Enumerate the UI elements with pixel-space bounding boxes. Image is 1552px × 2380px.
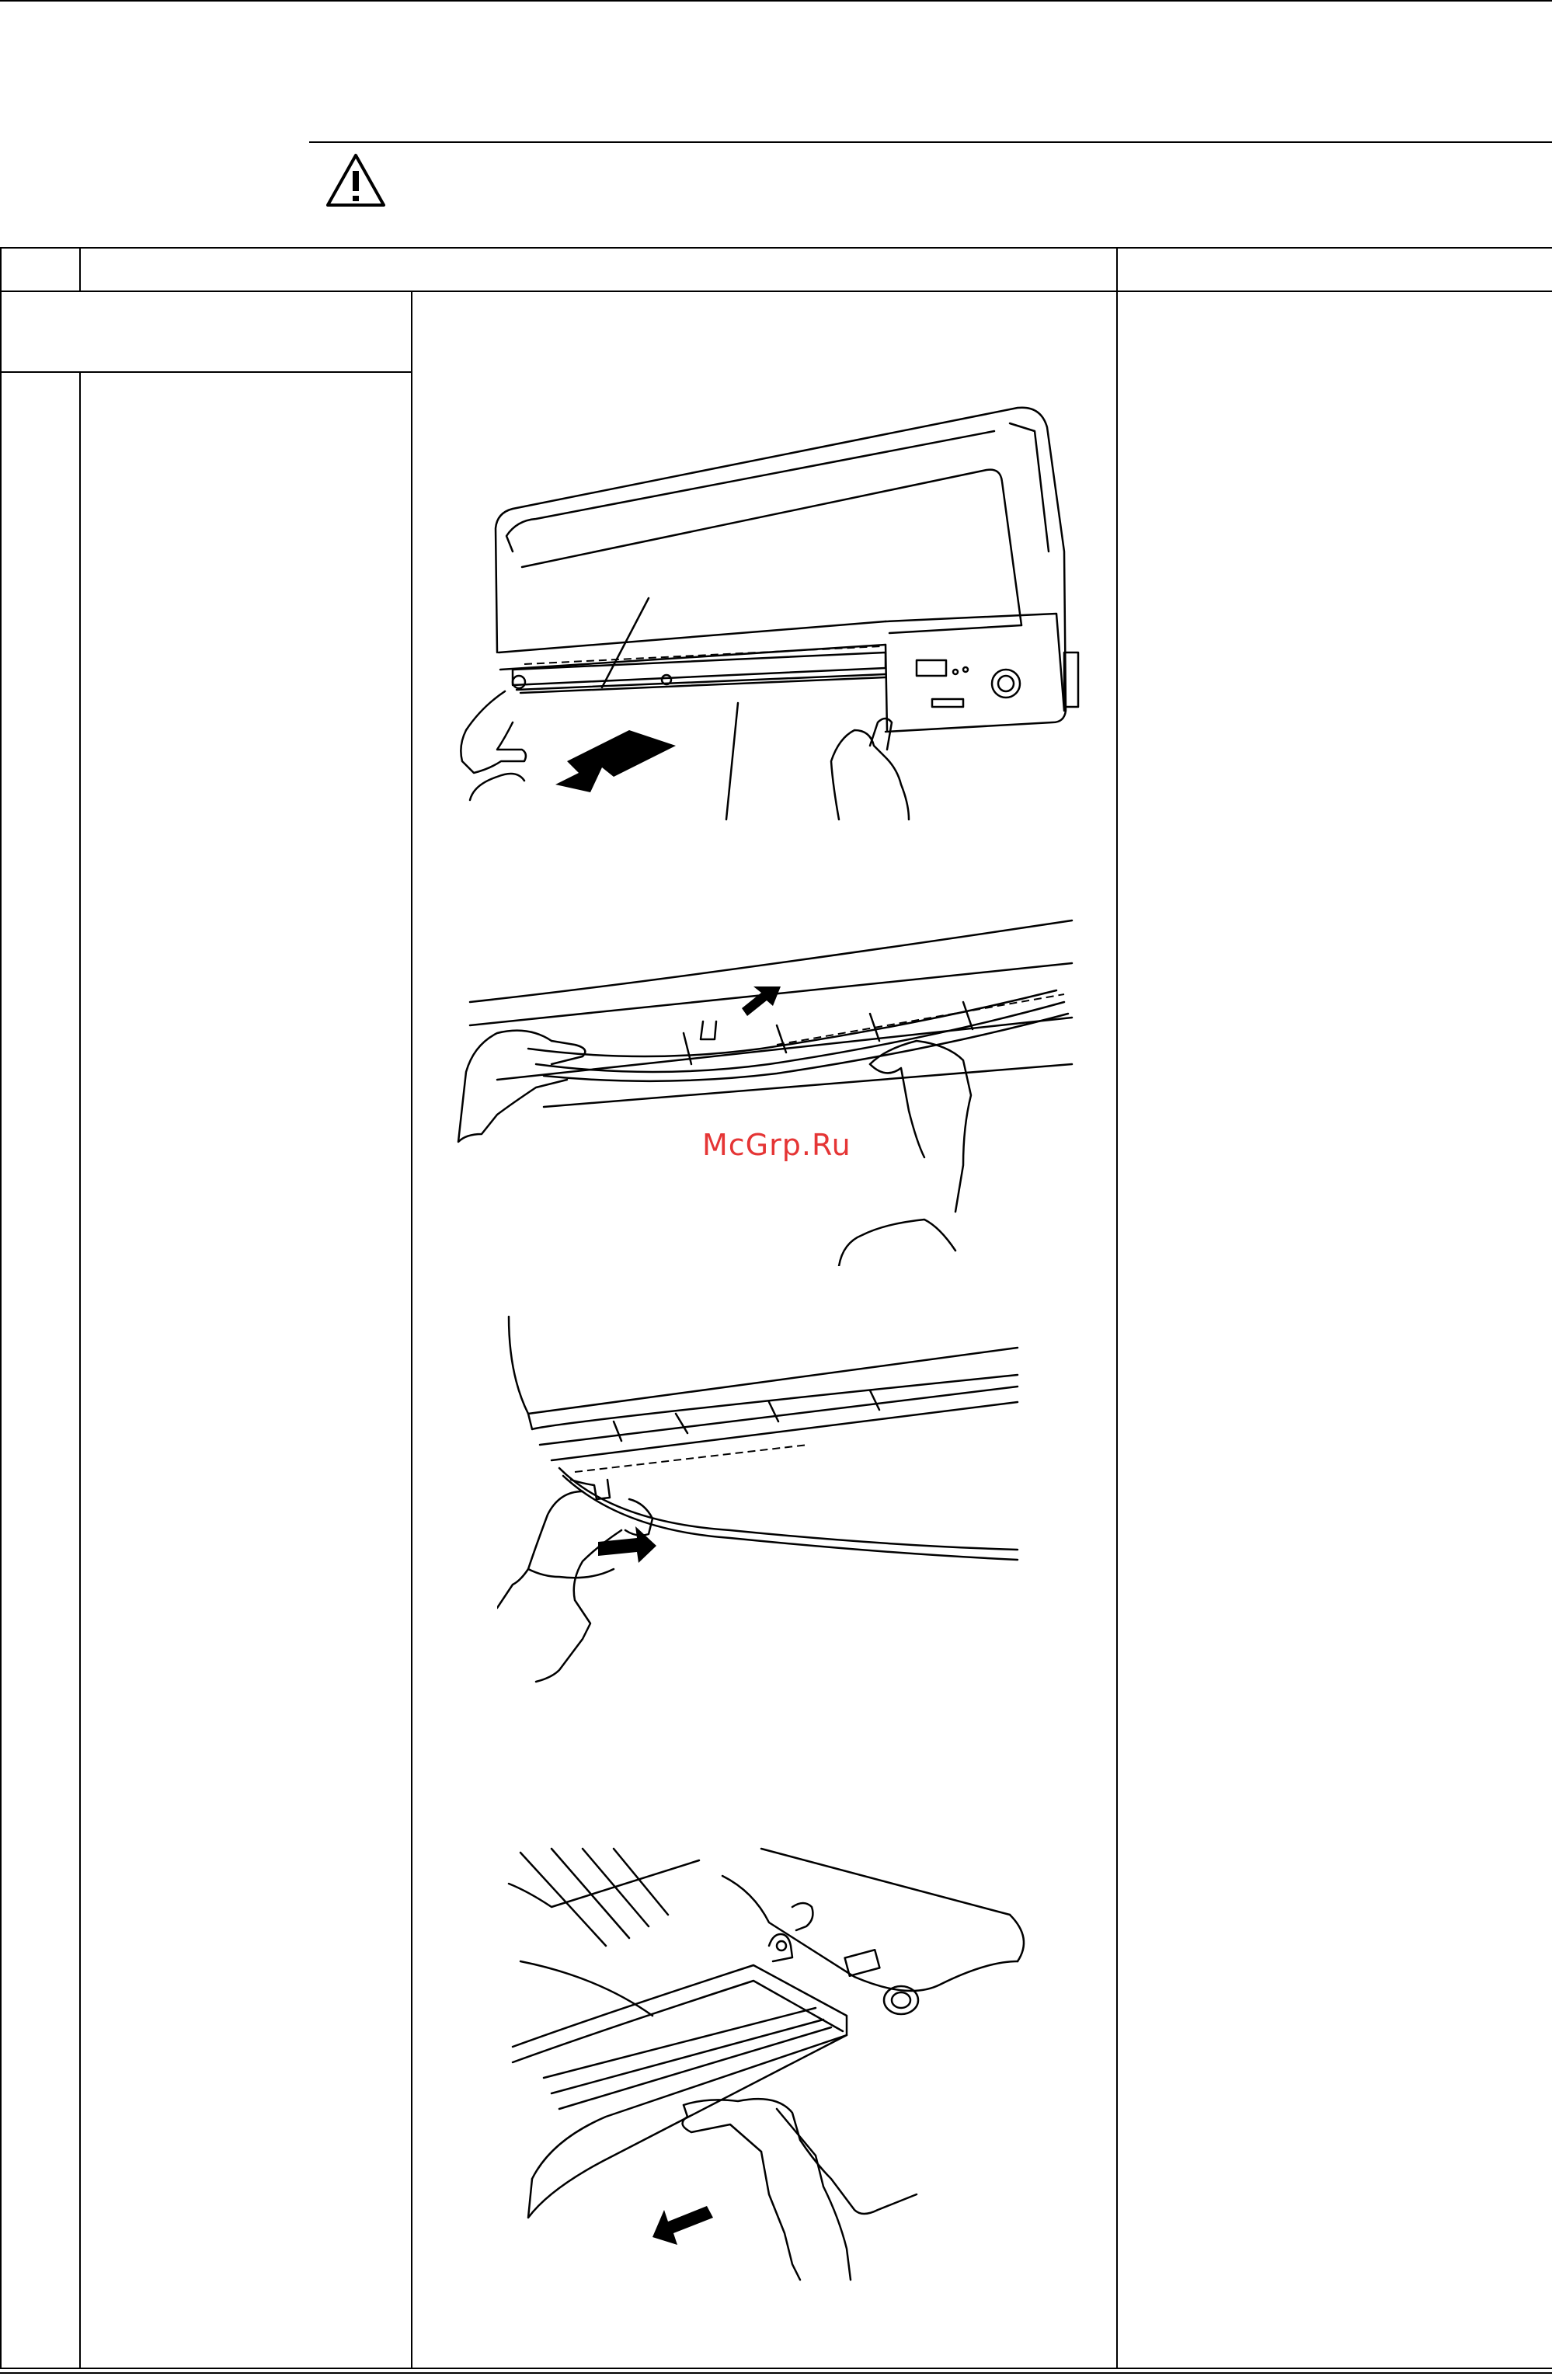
step-text-cell <box>80 372 412 2368</box>
part-name-cell <box>1 291 412 372</box>
remove-air-filter-figure <box>451 396 1087 831</box>
step-number-cell <box>1 372 80 2368</box>
arrow-down-left-icon <box>555 730 676 792</box>
header-no-cell <box>1 248 80 291</box>
section-rule <box>309 141 1552 143</box>
header-remarks-cell <box>1117 248 1552 291</box>
arrow-down-left-icon <box>652 2206 713 2245</box>
part-name-row <box>1 291 1552 372</box>
watermark-text: McGrp.Ru <box>702 1128 851 1162</box>
pull-filter-figure <box>497 1313 1041 1794</box>
lift-filter-figure <box>451 909 1087 1266</box>
header-procedure-cell <box>80 248 1117 291</box>
remarks-cell <box>1117 291 1552 2368</box>
top-rule <box>0 0 1552 2</box>
slide-out-filter-figure <box>505 1845 1041 2350</box>
warning-triangle-icon <box>325 152 387 208</box>
bottom-rule <box>0 2372 1552 2374</box>
table-header-row <box>1 248 1552 291</box>
arrow-up-right-icon <box>742 986 781 1016</box>
